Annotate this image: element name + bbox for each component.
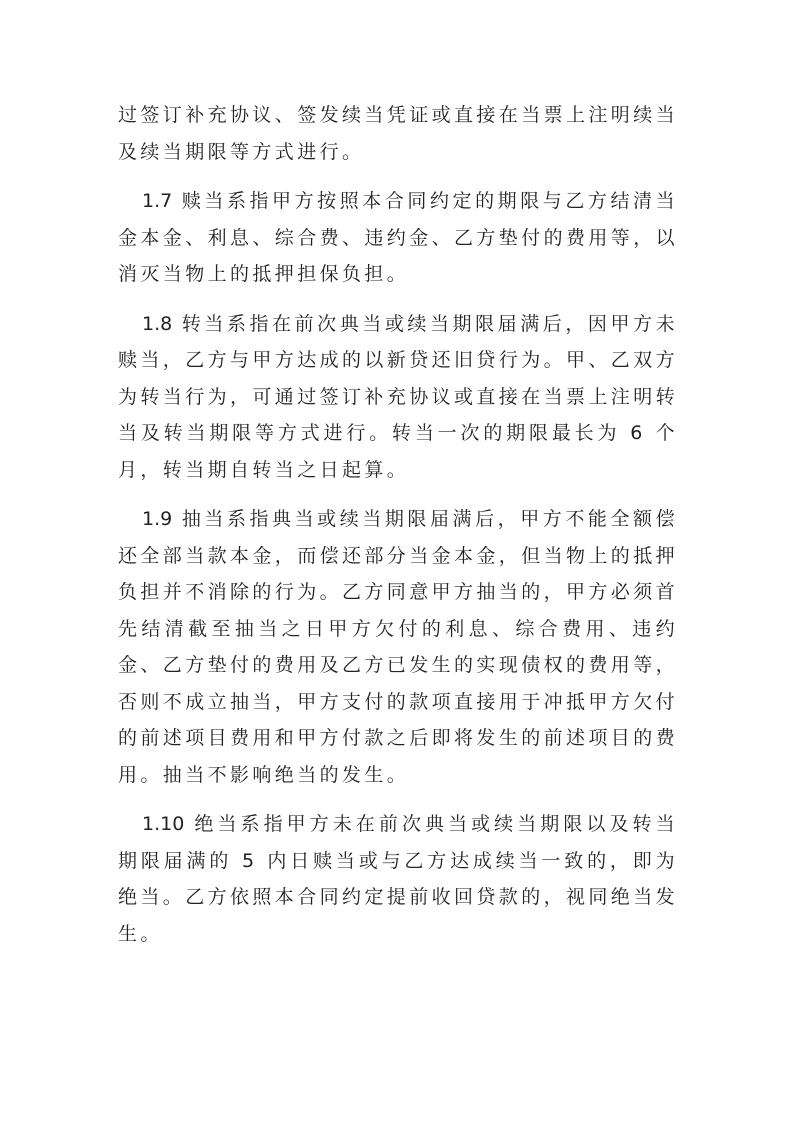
clause-text: 转当系指在前次典当或续当期限届满后，因甲方未赎当，乙方与甲方达成的以新贷还旧贷行为。甲、乙双方为转当行为，可通过签订补充协议或直接在当票上注明转当及转当期限等方式进行。转当一次的期限最长为 6 个月，转当期自转当之日起算。 [118, 312, 679, 481]
document-body [118, 97, 678, 965]
clause-1-9 [118, 501, 678, 793]
clause-number: 1.9 [142, 508, 173, 530]
paragraph-text: 过签订补充协议、签发续当凭证或直接在当票上注明续当及续当期限等方式进行。 [118, 104, 679, 163]
clause-text: 绝当系指甲方未在前次典当或续当期限以及转当期限届满的 5 内日赎当或与乙方达成续当一致的，即为绝当。乙方依照本合同约定提前收回贷款的，视同绝当发生。 [118, 813, 679, 945]
clause-1-8 [118, 306, 678, 489]
clause-1-7 [118, 183, 678, 293]
paragraph-continuation [118, 97, 678, 170]
clause-1-10 [118, 806, 678, 952]
clause-text: 抽当系指典当或续当期限届满后，甲方不能全额偿还全部当款本金，而偿还部分当金本金，但当物上的抵押负担并不消除的行为。乙方同意甲方抽当的，甲方必须首先结清截至抽当之日甲方欠付的利息、综合费用、违约金、乙方垫付的费用及乙方已发生的实现债权的费用等，否则不成立抽当，甲方支付的款项直接用于冲抵甲方欠付的前述项目费用和甲方付款之后即将发生的前述项目的费用。抽当不影响绝当的发生。 [118, 508, 679, 786]
clause-number: 1.10 [142, 813, 185, 835]
clause-text: 赎当系指甲方按照本合同约定的期限与乙方结清当金本金、利息、综合费、违约金、乙方垫付的费用等，以消灭当物上的抵押担保负担。 [118, 190, 679, 285]
clause-number: 1.7 [142, 190, 173, 212]
clause-number: 1.8 [142, 312, 173, 335]
